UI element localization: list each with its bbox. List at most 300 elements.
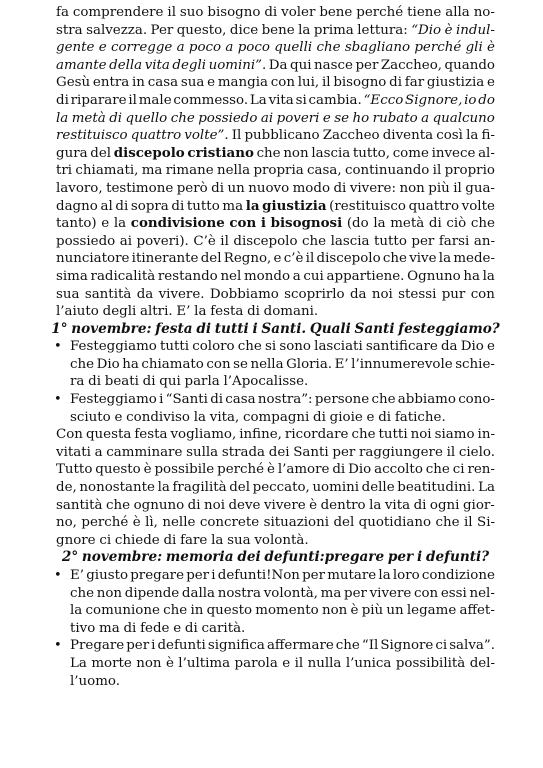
- word: sima: [56, 268, 88, 284]
- word: quattro: [408, 198, 460, 214]
- text-line: [56, 286, 495, 304]
- text-line: [56, 233, 495, 251]
- word: “Santi: [165, 392, 208, 408]
- word: perché: [414, 40, 462, 56]
- word: carità.: [201, 620, 246, 636]
- word: la: [466, 128, 479, 144]
- word: questo,: [176, 22, 227, 38]
- word: sciuto: [70, 409, 111, 425]
- word: ra: [70, 374, 85, 390]
- word: e: [486, 339, 495, 355]
- word: ai: [119, 233, 133, 249]
- word: la: [373, 216, 386, 232]
- word: uomini: [312, 480, 360, 496]
- word: volontà.: [254, 532, 309, 548]
- word: defunti: [157, 638, 206, 654]
- word: fatiche.: [394, 409, 446, 425]
- word: restando: [157, 268, 218, 284]
- word: scoprirlo: [284, 286, 345, 302]
- word: momento: [255, 603, 319, 619]
- text-line: [56, 22, 495, 40]
- word: nella: [217, 163, 251, 179]
- word: comprendere: [72, 5, 164, 20]
- word: questo: [95, 462, 141, 478]
- word: gente: [56, 40, 95, 56]
- word: da: [136, 286, 154, 302]
- word: festeggiamo?: [398, 320, 500, 337]
- word: defunti!Non: [217, 568, 300, 583]
- word: affermare: [266, 638, 334, 654]
- word: Pregare: [70, 638, 125, 654]
- word: gua-: [465, 180, 495, 196]
- word: poveri).: [136, 233, 189, 249]
- word: tutto,: [352, 145, 390, 161]
- word: a: [94, 444, 103, 460]
- word: radicalità: [90, 268, 156, 284]
- word: cielo.: [458, 444, 495, 460]
- word: gioie: [329, 409, 363, 425]
- word: appartiene.: [326, 268, 405, 284]
- word: Si-: [477, 515, 495, 531]
- word: se: [233, 356, 248, 372]
- text-line: [56, 673, 495, 691]
- word: quando: [444, 57, 495, 73]
- text-line: [56, 444, 495, 462]
- word: di: [247, 304, 260, 320]
- word: quotidiano: [358, 515, 432, 531]
- word: non: [283, 145, 309, 161]
- word: è: [266, 462, 275, 478]
- word: di: [184, 620, 198, 636]
- word: e: [173, 620, 182, 636]
- word: l’unica: [345, 655, 392, 671]
- word: entra: [92, 75, 130, 91]
- word: di: [56, 92, 69, 108]
- word: al: [100, 198, 113, 214]
- word: nella: [250, 356, 284, 372]
- word: i: [416, 549, 423, 566]
- word: salvezza.: [86, 22, 148, 38]
- word: continuando: [344, 163, 430, 179]
- word: deve: [228, 497, 261, 513]
- word: è: [350, 603, 359, 619]
- word: il: [464, 515, 473, 531]
- word: tutti: [378, 427, 408, 443]
- word: ogni: [429, 497, 460, 513]
- word: ci: [452, 462, 465, 478]
- word: memoria: [165, 549, 234, 566]
- word: condizione: [421, 568, 495, 583]
- word: di: [210, 392, 224, 408]
- word: di: [413, 497, 427, 513]
- word: che: [256, 145, 281, 161]
- word: condiviso: [126, 409, 190, 425]
- text-line: [56, 409, 495, 427]
- word: ha: [122, 356, 139, 372]
- section-heading: [51, 320, 500, 339]
- word: la: [56, 110, 69, 126]
- word: così: [436, 128, 463, 144]
- word: accolto: [374, 462, 423, 478]
- word: fare: [180, 532, 208, 548]
- word: la: [70, 603, 83, 619]
- word: novembre:: [81, 549, 163, 566]
- word: di: [142, 374, 156, 390]
- word: fi-: [481, 128, 495, 144]
- word: vita: [144, 57, 170, 73]
- word: abbiamo: [397, 392, 456, 408]
- word: uomini”.: [208, 57, 267, 73]
- word: si: [265, 339, 277, 355]
- word: ciò: [446, 216, 467, 232]
- word: quattro: [130, 128, 182, 144]
- word: nelle: [162, 515, 196, 531]
- word: che: [302, 233, 327, 249]
- word: degli: [172, 57, 207, 73]
- word: e: [273, 251, 282, 267]
- word: è: [309, 497, 318, 513]
- word: beati: [104, 374, 139, 390]
- word: è: [132, 515, 141, 531]
- word: poco: [188, 40, 222, 56]
- word: perché: [356, 5, 404, 20]
- word: mondo: [243, 268, 291, 284]
- text-line: [56, 180, 495, 198]
- text-line: [56, 602, 495, 620]
- word: defunti?: [425, 549, 490, 566]
- word: festa: [155, 320, 193, 337]
- word: da: [440, 339, 458, 355]
- word: mangia: [217, 75, 268, 91]
- word: chiamato: [141, 356, 204, 372]
- word: l’amore: [277, 462, 330, 478]
- word: invece: [431, 145, 476, 161]
- word: bisogno: [333, 75, 387, 91]
- word: raggiungere: [359, 444, 443, 460]
- word: dalla: [181, 585, 216, 601]
- word: ho: [352, 110, 370, 126]
- word: io: [464, 92, 477, 108]
- word: un: [227, 180, 245, 196]
- text-line: [56, 620, 495, 638]
- word: morte: [91, 655, 132, 671]
- word: del-: [469, 655, 495, 671]
- word: Signore,: [405, 92, 463, 108]
- word: per: [411, 233, 435, 249]
- word: se: [334, 110, 350, 126]
- word: nasce: [314, 57, 353, 73]
- word: l’ultima: [178, 655, 231, 671]
- word: a: [176, 40, 185, 56]
- word: propria: [253, 163, 304, 179]
- word: di: [123, 620, 137, 636]
- word: in: [132, 75, 145, 91]
- word: casa: [225, 392, 256, 408]
- word: Ognuno: [407, 268, 461, 284]
- word: la: [438, 251, 452, 267]
- word: i: [211, 568, 216, 583]
- word: del: [200, 251, 222, 267]
- word: riparare: [70, 92, 127, 108]
- word: la: [211, 532, 224, 548]
- word: degli: [102, 304, 137, 320]
- word: ci: [435, 638, 448, 654]
- word: restituisco: [56, 128, 128, 144]
- word: Zaccheo: [322, 128, 380, 144]
- word: e: [114, 409, 123, 425]
- text-line: [56, 198, 495, 216]
- word: corregge: [110, 40, 173, 56]
- word: qualcuno: [432, 110, 495, 126]
- word: male: [138, 92, 172, 108]
- text-line: [56, 268, 495, 286]
- word: Dio: [460, 339, 484, 355]
- word: farsi: [438, 233, 470, 249]
- word: ha: [463, 268, 480, 284]
- word: bisogno: [207, 5, 261, 20]
- word: sulla: [186, 444, 219, 460]
- word: di: [389, 75, 403, 91]
- word: metà: [71, 110, 106, 126]
- word: stra: [56, 22, 83, 38]
- word: noi: [410, 427, 432, 443]
- bullet-item: [56, 391, 495, 409]
- word: rubato: [372, 110, 418, 126]
- word: ma: [99, 620, 120, 636]
- word: poco: [237, 40, 270, 56]
- word: gior-: [462, 497, 495, 513]
- word: 1°: [51, 320, 68, 337]
- word: lascia: [311, 145, 351, 161]
- word: sbagliano: [344, 40, 411, 56]
- word: al-: [478, 145, 495, 161]
- document-body: [51, 4, 500, 690]
- word: è: [143, 462, 152, 478]
- word: condivisione: [130, 215, 225, 232]
- text-line: [56, 145, 495, 163]
- word: tutti: [160, 339, 190, 355]
- word: dentro: [320, 497, 366, 513]
- text-line: [56, 162, 495, 180]
- word: nel: [220, 268, 242, 284]
- word: commesso.: [173, 92, 249, 108]
- word: che: [435, 515, 460, 531]
- word: infine,: [239, 427, 282, 443]
- text-line: [56, 426, 495, 444]
- word: no,: [56, 515, 77, 531]
- word: l’Apocalisse.: [223, 374, 309, 390]
- word: no-: [473, 5, 495, 20]
- word: sua: [180, 75, 205, 91]
- word: con: [206, 356, 231, 372]
- word: tanto): [56, 216, 97, 232]
- word: do: [478, 92, 495, 108]
- text-line: [56, 74, 495, 92]
- word: Gesù: [56, 75, 91, 91]
- word: Dobbiamo: [209, 286, 279, 302]
- word: affet-: [459, 603, 495, 619]
- word: il: [294, 655, 304, 671]
- word: possibile: [154, 462, 215, 478]
- word: è: [165, 655, 174, 671]
- word: santificare: [365, 339, 438, 355]
- word: siamo: [434, 427, 475, 443]
- word: vita,: [209, 409, 240, 425]
- text-line: [56, 4, 495, 22]
- word: nunciatore: [56, 251, 130, 267]
- word: alla: [445, 5, 470, 20]
- word: bene: [319, 5, 353, 20]
- word: quello: [125, 110, 168, 126]
- word: ci: [99, 532, 112, 548]
- word: Santi: [293, 444, 329, 460]
- word: la: [369, 497, 382, 513]
- word: E’: [334, 356, 349, 372]
- word: gnore: [56, 532, 96, 548]
- word: possiedo: [198, 110, 258, 126]
- word: cambia.: [308, 92, 362, 108]
- word: la: [157, 480, 170, 496]
- word: del: [333, 515, 355, 531]
- word: di: [115, 198, 129, 214]
- word: La: [249, 92, 267, 108]
- word: (do: [346, 216, 369, 232]
- word: camminare: [106, 444, 183, 460]
- word: nostra”:: [257, 392, 313, 408]
- word: domani.: [263, 304, 319, 320]
- word: a: [421, 110, 430, 126]
- word: stessi: [398, 286, 437, 302]
- word: voler: [281, 5, 316, 20]
- text-line: [56, 497, 495, 515]
- word: la: [193, 409, 207, 425]
- word: con: [229, 215, 257, 232]
- bullet-item: [56, 637, 495, 655]
- text-line: [56, 655, 495, 673]
- word: il: [220, 233, 229, 249]
- bullet-item: [56, 567, 495, 585]
- word: un: [386, 603, 404, 619]
- word: di: [332, 462, 346, 478]
- word: santità: [84, 286, 132, 302]
- word: salva”.: [449, 638, 495, 654]
- word: non: [321, 603, 348, 619]
- word: la: [378, 568, 391, 583]
- word: discepolo: [233, 233, 298, 249]
- word: il: [167, 5, 176, 20]
- word: con: [270, 75, 295, 91]
- word: del: [90, 145, 112, 161]
- word: Gloria.: [286, 356, 333, 372]
- word: per: [387, 549, 414, 566]
- word: cristiano: [187, 144, 254, 161]
- word: 2°: [61, 549, 79, 566]
- word: significa: [207, 638, 265, 654]
- word: prima: [313, 22, 354, 38]
- word: l’innumerevole: [351, 356, 453, 372]
- word: che: [351, 427, 376, 443]
- word: perché: [81, 515, 129, 531]
- word: ricordare: [284, 427, 349, 443]
- word: che: [170, 110, 195, 126]
- word: e: [282, 655, 291, 671]
- word: l’aiuto: [56, 304, 99, 320]
- text-line: [56, 127, 495, 145]
- word: e: [101, 216, 110, 232]
- word: vivere: [263, 497, 306, 513]
- word: Festeggiamo: [70, 392, 157, 408]
- word: situazioni: [263, 515, 330, 531]
- word: che: [335, 638, 360, 654]
- word: Il: [231, 128, 242, 144]
- word: a: [292, 268, 301, 284]
- word: che: [106, 497, 131, 513]
- word: E’: [176, 304, 191, 320]
- word: Dio: [96, 356, 120, 372]
- word: compagni: [243, 409, 310, 425]
- word: itinerante: [131, 251, 199, 267]
- word: altri.: [140, 304, 173, 320]
- section-heading: [56, 549, 495, 567]
- word: strada: [221, 444, 266, 460]
- word: volte: [461, 198, 495, 214]
- word: schie-: [455, 356, 495, 372]
- bullet-icon: •: [54, 392, 62, 408]
- word: e: [207, 75, 216, 91]
- word: tivo: [70, 620, 96, 636]
- word: “Il: [361, 638, 379, 654]
- word: la: [482, 268, 495, 284]
- word: cui: [303, 268, 324, 284]
- word: amante: [56, 57, 107, 73]
- word: qui: [159, 374, 181, 390]
- word: essi: [440, 585, 467, 601]
- word: rimane: [165, 163, 214, 179]
- word: persone: [314, 392, 370, 408]
- word: non: [399, 180, 425, 196]
- word: de,: [56, 480, 77, 496]
- word: noi: [371, 286, 393, 302]
- word: volontà,: [263, 585, 318, 601]
- word: ognuno: [133, 497, 185, 513]
- word: lasciati: [314, 339, 363, 355]
- word: che: [470, 216, 495, 232]
- word: il: [432, 163, 442, 179]
- text-line: [56, 479, 495, 497]
- text-line: [56, 373, 495, 391]
- word: sono: [279, 339, 311, 355]
- word: parla: [184, 374, 220, 390]
- word: (restituisco: [329, 198, 406, 214]
- word: tutti: [214, 320, 249, 337]
- word: ma: [141, 163, 163, 179]
- word: tutto: [186, 198, 220, 214]
- word: festa: [134, 427, 168, 443]
- word: si: [295, 92, 307, 108]
- word: di: [88, 374, 101, 390]
- word: fragilità: [172, 480, 227, 496]
- word: la: [194, 304, 207, 320]
- text-line: [56, 532, 495, 550]
- word: per: [186, 568, 210, 583]
- word: mede-: [453, 251, 495, 267]
- word: i: [151, 638, 156, 654]
- word: La: [70, 655, 87, 671]
- word: per: [126, 638, 150, 654]
- word: casa: [147, 75, 179, 91]
- word: che: [425, 462, 450, 478]
- word: lì,: [145, 515, 158, 531]
